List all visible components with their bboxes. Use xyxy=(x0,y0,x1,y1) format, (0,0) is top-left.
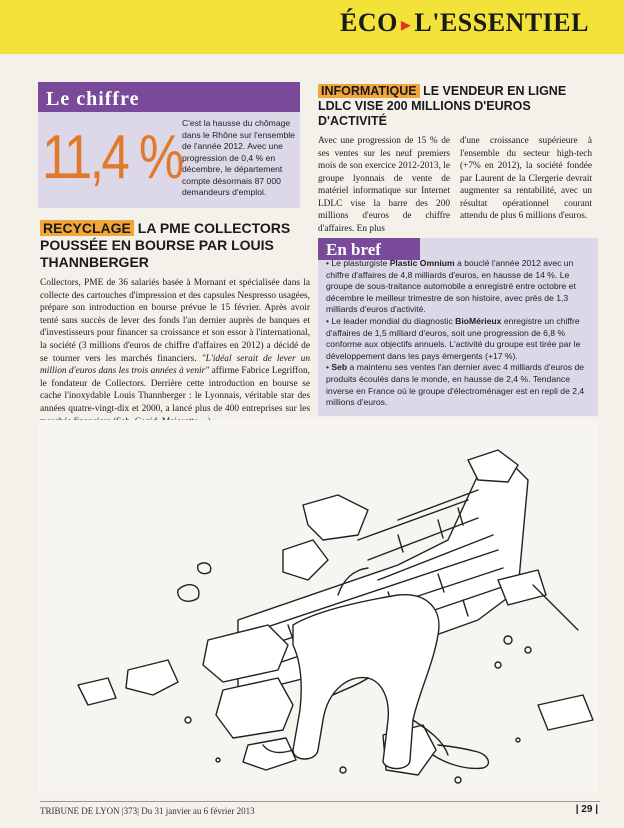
cartoon-illustration xyxy=(38,420,598,792)
article-columns xyxy=(318,135,593,235)
arrow-icon: ▸ xyxy=(400,12,412,36)
bref-item-text: • Le plasturgiste xyxy=(326,258,390,268)
article-column-1: Avec une progression de 15 % de ses ventes sur les neuf premiers mois de son exercice 2012-2013, le groupe lyonnais de vente de matériel informatique sur Internet LDLC vise la barre des 200 millions d'euros de chiffre d'affaires. En plus xyxy=(318,136,450,234)
bref-item-text: • xyxy=(326,362,332,373)
bref-item xyxy=(326,316,594,362)
footer-text: TRIBUNE DE LYON |373| Du 31 janvier au 6 février 2013 xyxy=(40,806,255,816)
section-name: ÉCO xyxy=(340,8,398,37)
article-quote: "L'idéal serait de lever un million d'euros dans les trois années à venir" xyxy=(40,353,311,377)
chiffre-label: Le chiffre xyxy=(46,88,140,110)
article-recyclage xyxy=(40,220,310,428)
bref-item-company: Seb xyxy=(331,362,348,373)
section-title xyxy=(340,8,589,38)
article-headline xyxy=(40,220,310,271)
article-body xyxy=(40,277,310,428)
bref-items xyxy=(326,258,594,409)
bref-item xyxy=(326,362,594,408)
rubric-name: L'ESSENTIEL xyxy=(414,8,589,37)
bref-label: En bref xyxy=(326,240,381,259)
article-title: LA PME COLLECTORS POUSSÉE EN BOURSE PAR LOUIS THANNBERGER xyxy=(40,220,291,270)
bref-item-company: Plastic Omnium xyxy=(389,258,455,268)
article-kicker: RECYCLAGE xyxy=(40,220,134,236)
article-headline xyxy=(318,84,593,129)
bref-item xyxy=(326,258,594,316)
page-number: | 29 | xyxy=(575,804,598,815)
header-band xyxy=(0,0,624,54)
bref-item-company: BioMérieux xyxy=(455,315,502,326)
bref-box xyxy=(318,238,598,416)
article-column-2: d'une croissance supérieure à l'ensemble du secteur high-tech (+7% en 2012), la société fondée par Laurent de la Clergerie devrait augmenter sa rentabilité, avec un résultat opérationnel courant attendu de plus 6 millions d'euros. xyxy=(460,136,592,221)
bref-item-text: enregistre un chiffre d'affaires de 1,5 milliard d'euros, soit une progression de 6,8 % conforme aux objectifs annuels. L'activité du groupe est tirée par le développement dans les pays émergents (+17 %). xyxy=(326,315,581,361)
article-body-text: affirme Fabrice Legriffon, le fondateur de Collectors. Derrière cette introduction en bourse se cache l'inoxydable Louis Thannberger : le Lyonnais, véritable star des années quatre-vingt-dix et 2000, a lancé plus de 400 entreprises sur les xyxy=(40,366,310,414)
article-kicker: INFORMATIQUE xyxy=(318,84,420,98)
chiffre-value: 11,4 % xyxy=(42,123,182,192)
chiffre-description: C'est la hausse du chômage dans le Rhône sur l'ensemble de l'année 2012. Avec une progression de 0,4 % en décembre, le département compte désormais 87 000 demandeurs d'emploi. xyxy=(182,118,295,197)
chiffre-box xyxy=(38,82,300,208)
article-informatique xyxy=(318,84,593,235)
chiffre-label-bar xyxy=(38,82,300,112)
bref-item-text: • Le leader mondial du diagnostic xyxy=(326,315,456,326)
cartoon-drawing xyxy=(38,420,598,792)
bref-item-text: a bouclé l'année 2012 avec un chiffre d'affaires de 4,8 milliards d'euros, en hausse de 14 %. Le groupe de sous-traitance automobile a enregistré entre octobre et décembre le meilleur trimestre de son histoire, avec près de 1,3 milliards d'euros d'activité. xyxy=(326,258,576,315)
article-title: LE VENDEUR EN LIGNE LDLC VISE 200 MILLIONS D'EUROS D'ACTIVITÉ xyxy=(318,84,567,128)
bref-label-bar xyxy=(318,238,420,260)
article-body-text: Collectors, PME de 36 salariés basée à Mornant et spécialisée dans la collecte des cartouches d'impression et des capsules Nespresso usagées, prépare son introduction en bourse prévue le 15 février. Après avoir tenté sans succès de lever des fonds l'an dernier auprès de banques et d'investisseurs pour financer sa croissance et son essor à l'international, la société (3 millions d'euros de chiffre d'affaires en 2012) a décidé de se tourner vers les marchés financiers. xyxy=(40,278,310,364)
footer-rule xyxy=(40,801,600,802)
bref-item-text: a maintenu ses ventes l'an dernier avec 4 milliards d'euros de produits écoulés dans le monde, en hausse de 2,4 %. Tendance inverse en France où le groupe d'électroménager est en repli de 2,4 millions d'euros. xyxy=(326,362,585,408)
